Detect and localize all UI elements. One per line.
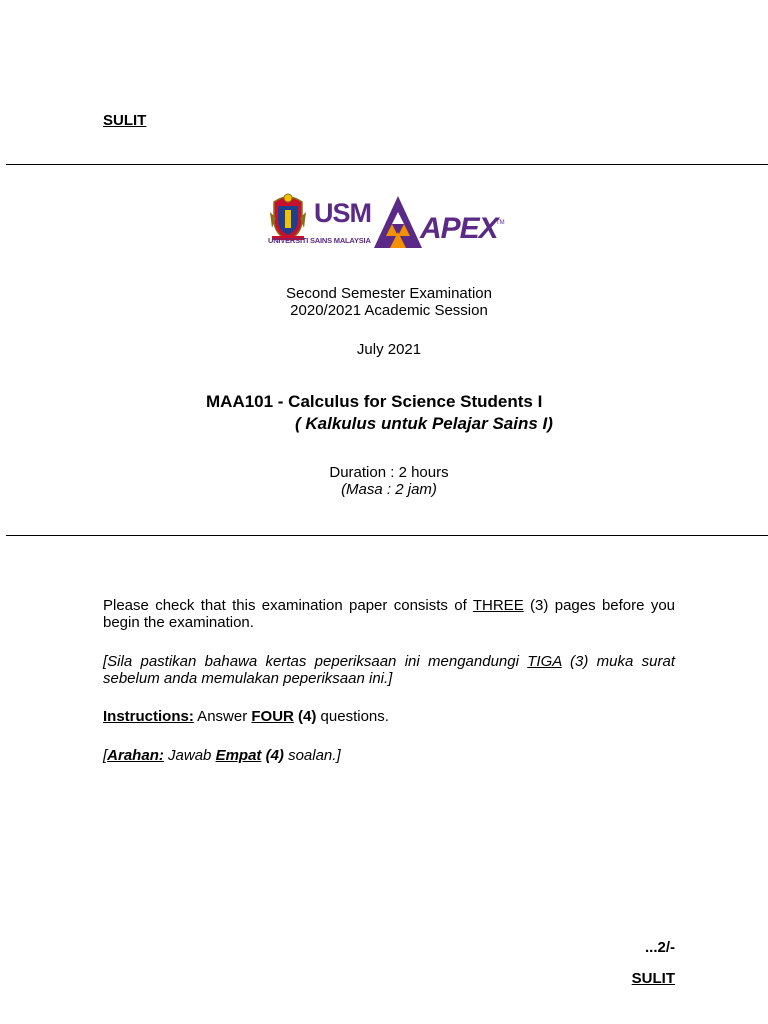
usm-caption: UNIVERSITI SAINS MALAYSIA [268,236,371,245]
usm-wordmark: USM [314,198,371,228]
apex-tm: TM [496,220,505,226]
duration-ms: (Masa : 2 jam) [341,481,437,498]
sulit-footer: SULIT [631,970,675,987]
session-line: 2020/2021 Academic Session [290,302,488,319]
instructions-count-num: (4) [293,708,317,725]
top-divider [6,164,768,165]
instructions-ms-text1: Jawab [163,747,216,764]
check-text-start: Please check that this examination paper consists of [103,597,473,614]
next-page-marker: ...2/- [644,939,675,956]
instructions-ms-open: [ [103,747,108,764]
instructions [103,708,675,725]
instructions-ms-text2: soalan.] [283,747,341,764]
sulit-header: SULIT [103,112,147,129]
bottom-divider [6,535,768,536]
exam-date: July 2021 [356,341,422,358]
check-ms-text-end: (3) muka surat sebelum anda memulakan peperiksaan ini.] [103,653,675,687]
sulit-footer-wrap [560,970,675,987]
instructions-ms-count-word: Empat [215,747,262,764]
page-count-word-ms: TIGA [527,653,562,670]
instructions-ms-label: Arahan: [107,747,164,764]
logo-banner [268,190,508,252]
check-pages-note-ms [103,653,675,687]
check-ms-text-start: [Sila pastikan bahawa kertas peperiksaan ini mengandungi [103,653,528,670]
instructions-ms-count-num: (4) [261,747,284,764]
check-text-end: (3) pages before you begin the examination. [103,597,676,631]
instructions-text2: questions. [316,708,389,725]
course-title: MAA101 - Calculus for Science Students I [206,392,543,411]
apex-wordmark: APEX [420,212,498,245]
instructions-ms [103,747,675,764]
instructions-text1: Answer [193,708,252,725]
instructions-count-word: FOUR [251,708,294,725]
check-pages-note [103,597,675,631]
semester-line: Second Semester Examination [286,285,492,302]
instructions-label: Instructions: [103,708,194,725]
duration: Duration : 2 hours [329,464,449,481]
page-count-word: THREE [472,597,524,614]
course-title-ms: ( Kalkulus untuk Pelajar Sains I) [295,414,553,433]
